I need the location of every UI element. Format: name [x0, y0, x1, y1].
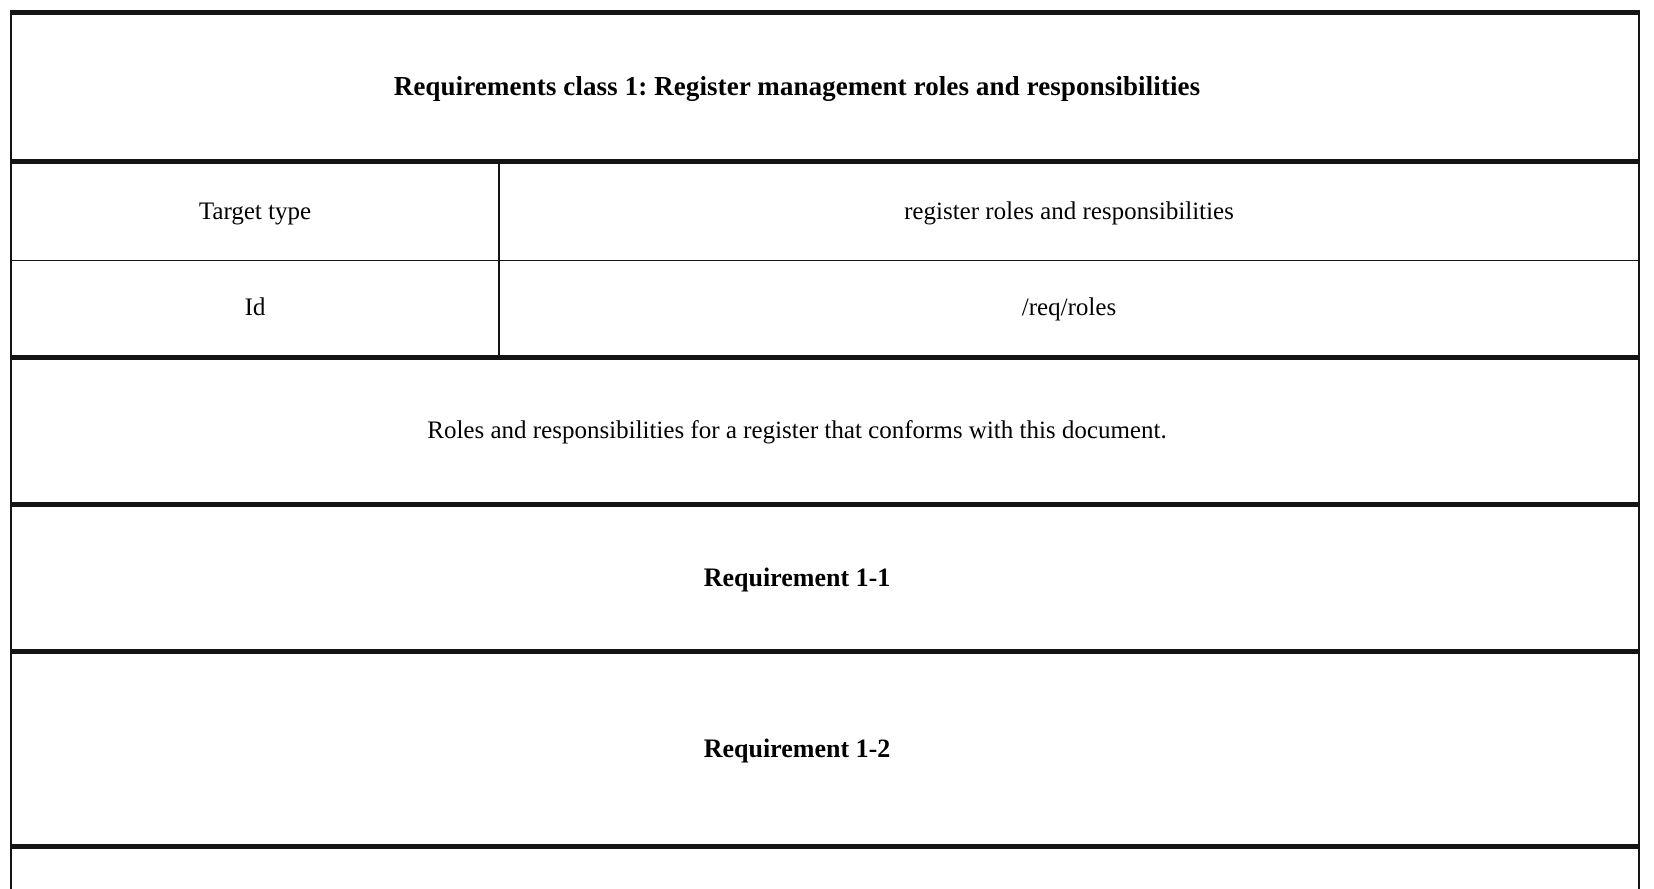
requirement-label: Requirement 1-1	[22, 562, 1572, 595]
partial-row-cell	[11, 847, 1639, 889]
table-row-id	[11, 261, 1639, 358]
description-cell	[11, 358, 1639, 505]
table-row-description	[11, 358, 1639, 505]
requirement-cell	[11, 652, 1639, 847]
requirements-class-table	[10, 10, 1640, 889]
id-value: /req/roles	[499, 261, 1639, 358]
requirement-label: Requirement 1-2	[22, 733, 1572, 766]
description-text: Roles and responsibilities for a register that conforms with this document.	[22, 415, 1572, 446]
id-label: Id	[11, 261, 499, 358]
table-row-partial-clipped	[11, 847, 1639, 889]
target-type-label: Target type	[11, 162, 499, 261]
table-row-title	[11, 13, 1639, 162]
requirements-class-title: Requirements class 1: Register management roles and responsibilities	[22, 70, 1572, 104]
table-row-target-type	[11, 162, 1639, 261]
target-type-value: register roles and responsibilities	[499, 162, 1639, 261]
table-row-requirement	[11, 652, 1639, 847]
table-row-requirement	[11, 505, 1639, 652]
requirements-class-title-cell	[11, 13, 1639, 162]
requirement-cell	[11, 505, 1639, 652]
